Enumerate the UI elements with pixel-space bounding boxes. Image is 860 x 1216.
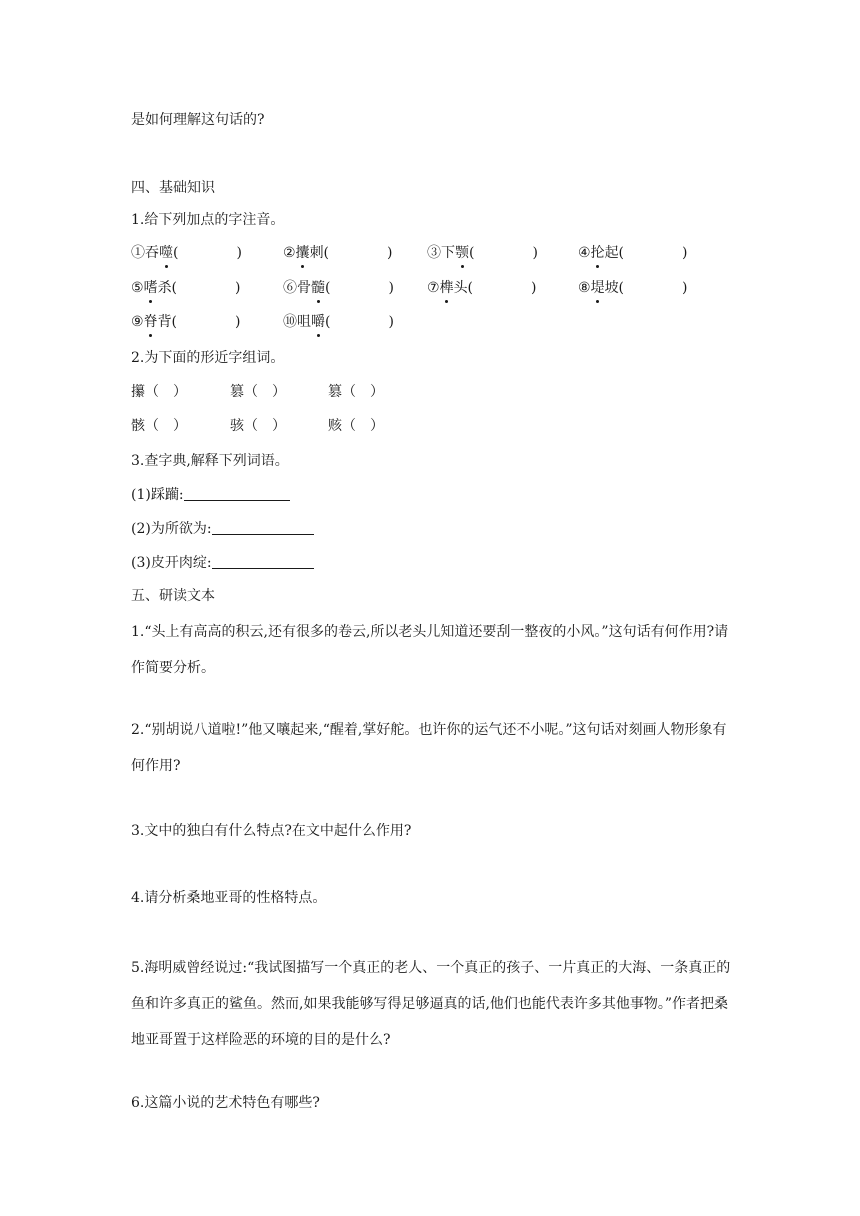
q2-title: 2.为下面的形近字组词。 (131, 350, 285, 366)
q2-cell: 攥（ ） (131, 384, 187, 400)
sec5-question: 2.“别胡说八道啦!”他又嚷起来,“醒着,掌好舵。也许你的运气还不小呢。”这句话对刻画人物形象有何作用? (131, 722, 727, 774)
q1-title: 1.给下列加点的字注音。 (131, 212, 285, 228)
q1-item: ⑧堤坡( ) (578, 280, 688, 296)
section-4-heading: 四、基础知识 (131, 180, 215, 196)
q1-item: ⑨脊背( ) (131, 314, 241, 330)
sec5-question: 1.“头上有高高的积云,还有很多的卷云,所以老头儿知道还要刮一整夜的小风。”这句话有何作用?请作简要分析。 (131, 624, 729, 676)
q2-cell: 篡（ ） (230, 384, 286, 400)
intro-tail: 是如何理解这句话的? (131, 112, 265, 128)
q2-cell: 赅（ ） (328, 418, 384, 434)
q1-item: ⑤嗜杀( ) (131, 280, 241, 296)
q2-cell: 骸（ ） (131, 418, 187, 434)
q3-item: (3)皮开肉绽: (131, 553, 314, 573)
q2-cell: 骇（ ） (230, 418, 286, 434)
sec5-question: 3.文中的独白有什么特点?在文中起什么作用? (131, 823, 412, 839)
q1-item: ⑦榫头( ) (427, 280, 537, 296)
q2-cell: 篡（ ） (328, 384, 384, 400)
sec5-question: 4.请分析桑地亚哥的性格特点。 (131, 890, 327, 906)
sec5-question: 5.海明威曾经说过:“我试图描写一个真正的老人、一个真正的孩子、一片真正的大海、一条真正的鱼和许多真正的鲨鱼。然而,如果我能够写得足够逼真的话,他们也能代表许多其他事物。”作者把桑地亚哥置于这样险恶的环境的目的是什么? (131, 960, 731, 1048)
q3-item: (2)为所欲为: (131, 519, 314, 539)
q1-item: ③下颚( ) (427, 245, 538, 261)
q1-item: ⑥骨髓( ) (283, 280, 394, 296)
q1-item: ④抡起( ) (578, 245, 688, 261)
q1-item: ①吞噬( ) (131, 245, 242, 261)
q1-item: ⑩咀嚼( ) (283, 314, 394, 330)
section-5-heading: 五、研读文本 (131, 588, 215, 604)
q1-item: ②攮刺( ) (283, 245, 393, 261)
q3-item: (1)踩躏: (131, 485, 290, 505)
sec5-question: 6.这篇小说的艺术特色有哪些? (131, 1095, 320, 1111)
q3-title: 3.查字典,解释下列词语。 (131, 453, 289, 469)
